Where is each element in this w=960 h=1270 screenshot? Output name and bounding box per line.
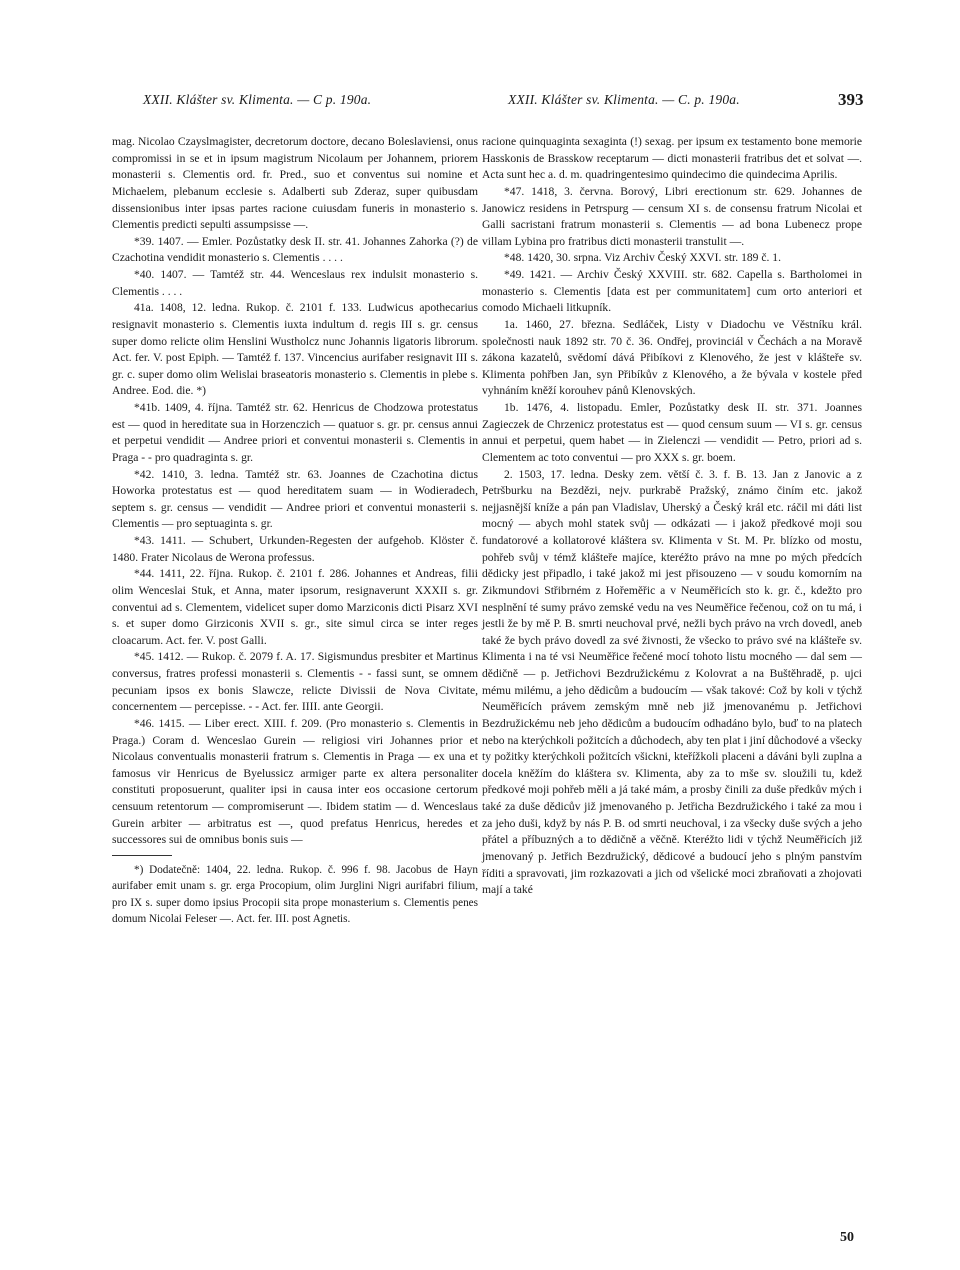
entry-44: *44. 1411, 22. října. Rukop. č. 2101 f. 286. Johannes et Andreas, filii olim Wenceslai Stuk, et Anna, mater ipsorum, resignaverunt XXXII s. gr. conventui ad s. Clementem, videlicet super domo Marziconis dicti Pisarz XVI s. et super domo Girziconis XVII s. gr., site simul circa se inter reges cloacarum. Act. fer. V. post Galli. <box>112 567 478 647</box>
paragraph: mag. Nicolao Czayslmagister, decretorum doctore, decano Boleslaviensi, onus compromissi in se et in ipsum magistrum Nicolaum per Johannem, priorem monasterii s. Clementis ord. fr. Pred., suo et conventus sui nomine et Michaelem, plebanum ecclesie s. Adalberti sub Zderaz, super quibusdam dissensionibus inter ipsas partes racione cuiusdam funeris in monasterio s. Clementis predicti sepulti assumpsisse —. <box>112 135 478 232</box>
entry-1a: 1a. 1460, 27. března. Sedláček, Listy v Diadochu ve Věstníku král. společnosti nauk 1892 str. 70 č. 36. Ondřej, provinciál v Čechách a na Moravě zákona kazatelů, svědomí dává Přibíkovi z Klenového, že jest v klášteře sv. Klimenta pohřben Jan, syn Přibíkův z Klenového, a že bývala v kostele před vyhnáním kněží korouhev pánů Klenovských. <box>482 317 862 398</box>
footnote-divider <box>112 855 172 856</box>
paragraph: racione quinquaginta sexaginta (!) sexag. per ipsum ex testamento bone memorie Hasskonis de Brasskow receptarum — dicti monasterii fratribus det et solvat —. Acta sunt hec a. d. m. quadringentesimo quindecimo die quindecima Aprilis. <box>482 135 862 182</box>
right-column <box>482 134 862 899</box>
left-column <box>112 134 478 928</box>
entry-46: *46. 1415. — Liber erect. XIII. f. 209. (Pro monasterio s. Clementis in Praga.) Coram d. Wenceslao Gurein — religiosi viri Johannes prior et Nicolaus conventualis monasterii fratrum s. Clementis in Praga — ex una et famosus vir Henricus de Byelussicz armiger parte ex altera personaliter constituti proposuerunt, qualiter ipsi in causa inter eos occasione certorum censuum retentorum — compromiserunt —. Ibidem statim — d. Wenceslaus Gurein arbiter — arbitratus est —, quod prefatus Henricus, heredes et successores sui de omnibus bonis suis — <box>112 716 478 847</box>
entry-41a: 41a. 1408, 12. ledna. Rukop. č. 2101 f. 133. Ludwicus apothecarius resignavit monasterio s. Clementis iuxta indultum d. regis III s. gr. census super domo relicte olim Henslini Wustholcz nunc Johannis ligatoris librorum. Act. fer. V. post Epiph. — Tamtéž f. 137. Vincencius aurifaber resignavit III s. gr. c. super domo olim Welislai braseatoris monasterio s. Clementis in plebe s. Andree. Eod. die. *) <box>112 301 478 398</box>
entry-43: *43. 1411. — Schubert, Urkunden-Regesten der aufgehob. Klöster č. 1480. Frater Nicolaus de Werona professus. <box>112 534 478 564</box>
footnote-text: *) Dodatečně: 1404, 22. ledna. Rukop. č. 996 f. 98. Jacobus de Hayn aurifaber emit unam s. gr. erga Procopium, olim Jurglini Nigri aurifabri filium, pro IX s. super domo ipsius Procopii sita prope monasterium s. Clementis penes domum Nicolai Feleser —. Act. fer. III. post Agnetis. <box>112 863 478 926</box>
page-number: 393 <box>838 90 864 109</box>
signature-mark: 50 <box>840 1230 854 1245</box>
entry-39: *39. 1407. — Emler. Pozůstatky desk II. str. 41. Johannes Zahorka (?) de Czachotina vendidit monasterio s. Clementis . . . . <box>112 234 478 265</box>
entry-49: *49. 1421. — Archiv Český XXVIII. str. 682. Capella s. Bartholomei in monasterio s. Clementis [data est per communitatem] cum orto anteriori et comodo Michaeli litkupník. <box>482 268 862 315</box>
entry-1b: 1b. 1476, 4. listopadu. Emler, Pozůstatky desk II. str. 371. Joannes Zagieczek de Chrzenicz protestatus est — quod censum suum — VI s. gr. census annui et perpetui, quem habet — in Zielenczi — vendidit — Petro, priori ad s. Clementem ac toto conventui — pro XXX s. gr. boem. <box>482 401 862 464</box>
running-header-left: XXII. Klášter sv. Klimenta. — C p. 190a. <box>143 92 372 107</box>
entry-47: *47. 1418, 3. června. Borový, Libri erectionum str. 629. Johannes de Janowicz residens in Petrspurg — censum XI s. de consensu fratrum Nicolai et Galli sacristani fratrum monasterii s. Clementis — ad bona Lubenecz prope villam Lybina pro fratribus dicti monasterii transtulit —. <box>482 184 862 248</box>
entry-42: *42. 1410, 3. ledna. Tamtéž str. 63. Joannes de Czachotina dictus Howorka protestatus est — quod hereditatem suam — in Wodieradech, septem s. gr. census — vendidit — Andree priori et conventui monasterii s. Clementis — pro septuaginta s. gr. <box>112 467 478 531</box>
entry-41b: *41b. 1409, 4. října. Tamtéž str. 62. Henricus de Chodzowa protestatus est — quod in hereditate sua in Horzenczich — quatuor s. gr. pr. census annui et perpetui vendidit — Andree priori et conventui monasterii s. Clementis in Praga - - pro quadraginta s. gr. <box>112 401 478 464</box>
running-header-right: XXII. Klášter sv. Klimenta. — C. p. 190a. <box>508 92 740 107</box>
footnote <box>112 862 478 928</box>
entry-2: 2. 1503, 17. ledna. Desky zem. větší č. 3. f. B. 13. Jan z Janovic a z Petršburku na Bezdězi, nejv. purkrabě Pražský, známo činím etc. jakož nejjasnější kníže a pán pan Vladislav, Uherský a Český král etc. ráčil mi dáti list mocný — abych mohl statek svůj — odkázati — i jakož předkové moji sou fundatorové a kollatorové kláštera sv. Klimenta v St. M. Pr. blízko od mostu, pohřeb svůj v témž klášteře majíce, kteréžto právo na mne po mých předcích dědicky jest připadlo, i také jakož mi jest přisouzeno — v soudu komorním na Zikmundovi Střibrném z Hořeměřic a v Neuměřicích sto k. gr. č., kdežto pro nesplnění té sumy právo zemské vedu na ves Neuměřice řečenou, což on tu má, i jestli že by mě P. B. smrti neuchoval prvé, nežli bych právo na vrch dovedl, aneb také že bych právo dovedl za své živnosti, že všecko to právo své na klášteře sv. Klimenta i na té vsi Neuměřice řečené mocí tohoto listu mocného — dal sem — dědičně — p. Jetřichovi Bezdružickému z Kolovrat a na Buštěhradě, p. ujci mému milému, a jeho dědicům a budoucím — však takové: Což by koli v týchž Neuměřicích právem zemským mně neb již jmenovanému p. Jetřichovi Bezdružickému neb jeho dědicům a budoucím odhadáno bylo, buď to na platech nebo na kterýchkoli požitcích a důchodech, aby ten plat i jiní důchodové a všecky ty požitky kterýchkoli požitcích všickni, kteřížkoli placeni a dáváni byli zuplna a docela kněžím do kláštera sv. Klimenta, aby za to mše sv. sloužili tu, kdež předkové moji pohřeb měli a já také mám, a prosby činili za duše předkův mých i také za duše dědicův již jmenovaného p. Jetřicha Bezdružického i také za mou i za jeho duši, když by nás P. B. od smrti neuchoval, i za všecky duše svých a jeho přátel a příbuzných a to dědičně a věčně. Kteréžto lidi v týchž Neuměřicích již jmenovaný p. Jetřich Bezdružický, dědicové a budoucí jeho s plným panstvím říditi a spravovati, jim rozkazovati a jich od všelické moci zbraňovati a zhojovati mají a také <box>482 467 862 897</box>
entry-48: *48. 1420, 30. srpna. Viz Archiv Český XXVI. str. 189 č. 1. <box>504 251 781 265</box>
entry-40: *40. 1407. — Tamtéž str. 44. Wenceslaus rex indulsit monasterio s. Clementis . . . . <box>112 268 478 298</box>
entry-45: *45. 1412. — Rukop. č. 2079 f. A. 17. Sigismundus presbiter et Martinus conversus, fratres professi monasterii s. Clementis - - fassi sunt, se omnem pecuniam ipsos ex bonis Slawcze, relicte Divissii de Nova Civitate, concernentem — percepisse. - - Act. fer. IIII. ante Georgii. <box>112 650 478 714</box>
